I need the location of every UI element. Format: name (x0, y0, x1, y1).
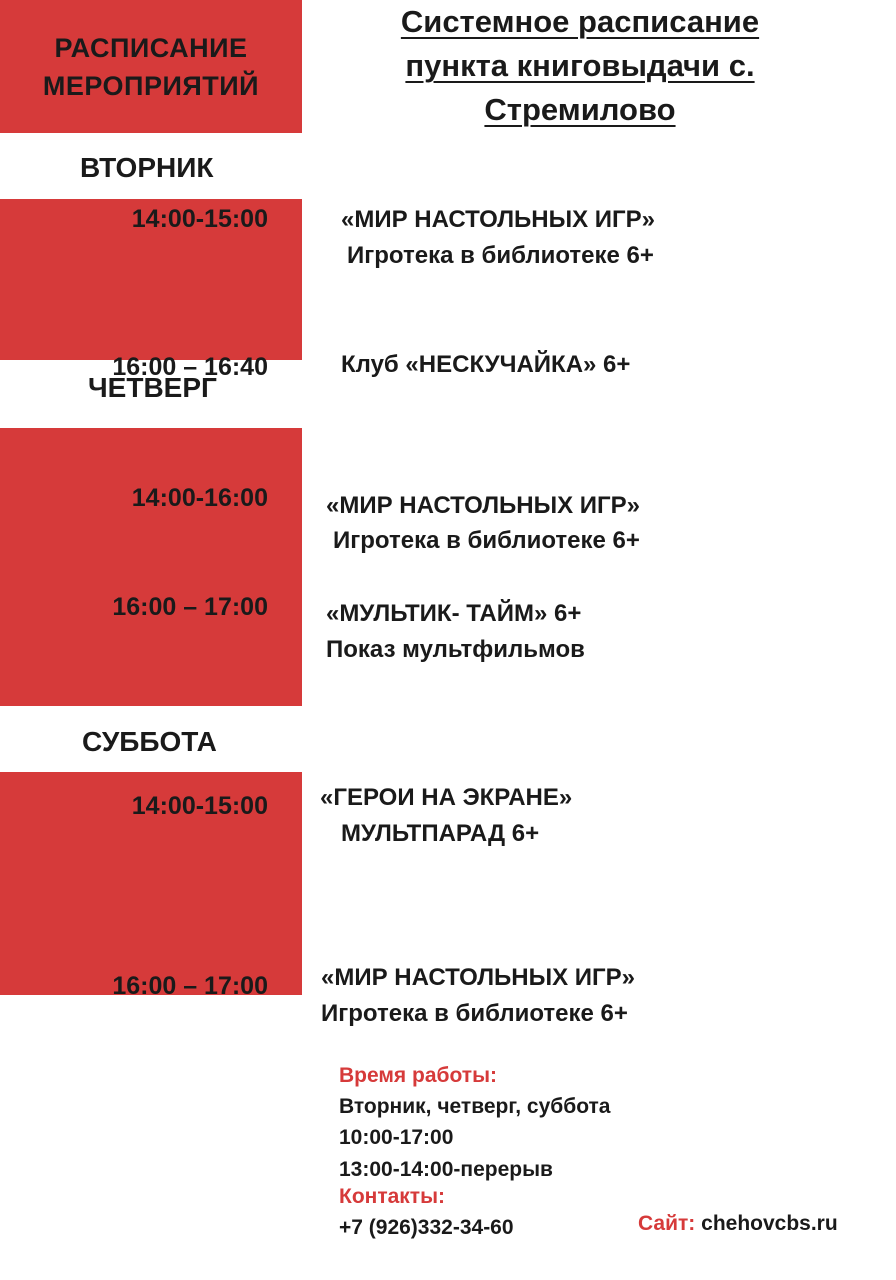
site-line (638, 1208, 838, 1240)
title-line2: пункта книговыдачи с. (405, 48, 755, 83)
left-title-line1: РАСПИСАНИЕ (54, 32, 248, 63)
event-subtitle: Игротека в библиотеке 6+ (333, 527, 640, 554)
event-time: 14:00-15:00 (131, 792, 268, 820)
page-title (330, 0, 830, 132)
event-title: «МУЛЬТИК- ТАЙМ» 6+ (326, 600, 582, 627)
working-days: Вторник, четверг, суббота (339, 1095, 611, 1118)
thursday-block (0, 428, 302, 706)
working-hours: 10:00-17:00 (339, 1126, 454, 1149)
event-title: Клуб «НЕСКУЧАЙКА» 6+ (341, 351, 631, 378)
event-subtitle: Игротека в библиотеке 6+ (347, 242, 654, 269)
event-title: «МИР НАСТОЛЬНЫХ ИГР» (341, 206, 656, 233)
event-title: «МИР НАСТОЛЬНЫХ ИГР» (321, 964, 636, 991)
event-time: 14:00-15:00 (131, 205, 268, 233)
event-title: «МИР НАСТОЛЬНЫХ ИГР» (326, 492, 641, 519)
contacts-label: Контакты: (339, 1185, 446, 1208)
left-title-line2: МЕРОПРИЯТИЙ (42, 70, 260, 101)
day-thursday: ЧЕТВЕРГ (88, 372, 217, 403)
event-subtitle: МУЛЬТПАРАД 6+ (341, 820, 540, 847)
event-time: 14:00-16:00 (131, 484, 268, 512)
title-line3: Стремилово (484, 92, 676, 127)
left-header-block (0, 0, 302, 133)
site-label: Сайт: (638, 1212, 696, 1235)
event-time: 16:00 – 16:40 (112, 353, 268, 381)
event-title: «ГЕРОИ НА ЭКРАНЕ» (320, 784, 573, 811)
break-hours: 13:00-14:00-перерыв (339, 1158, 553, 1181)
hours-label: Время работы: (339, 1064, 498, 1087)
event-time: 16:00 – 17:00 (112, 593, 268, 621)
day-saturday: СУББОТА (82, 726, 217, 757)
title-line1: Системное расписание (400, 4, 760, 39)
phone-number: +7 (926)332-34-60 (339, 1216, 514, 1239)
event-subtitle: Показ мультфильмов (326, 636, 585, 663)
site-link[interactable]: chehovcbs.ru (701, 1212, 838, 1235)
day-tuesday: ВТОРНИК (80, 152, 214, 183)
event-time: 16:00 – 17:00 (112, 972, 268, 1000)
event-subtitle: Игротека в библиотеке 6+ (321, 1000, 628, 1027)
